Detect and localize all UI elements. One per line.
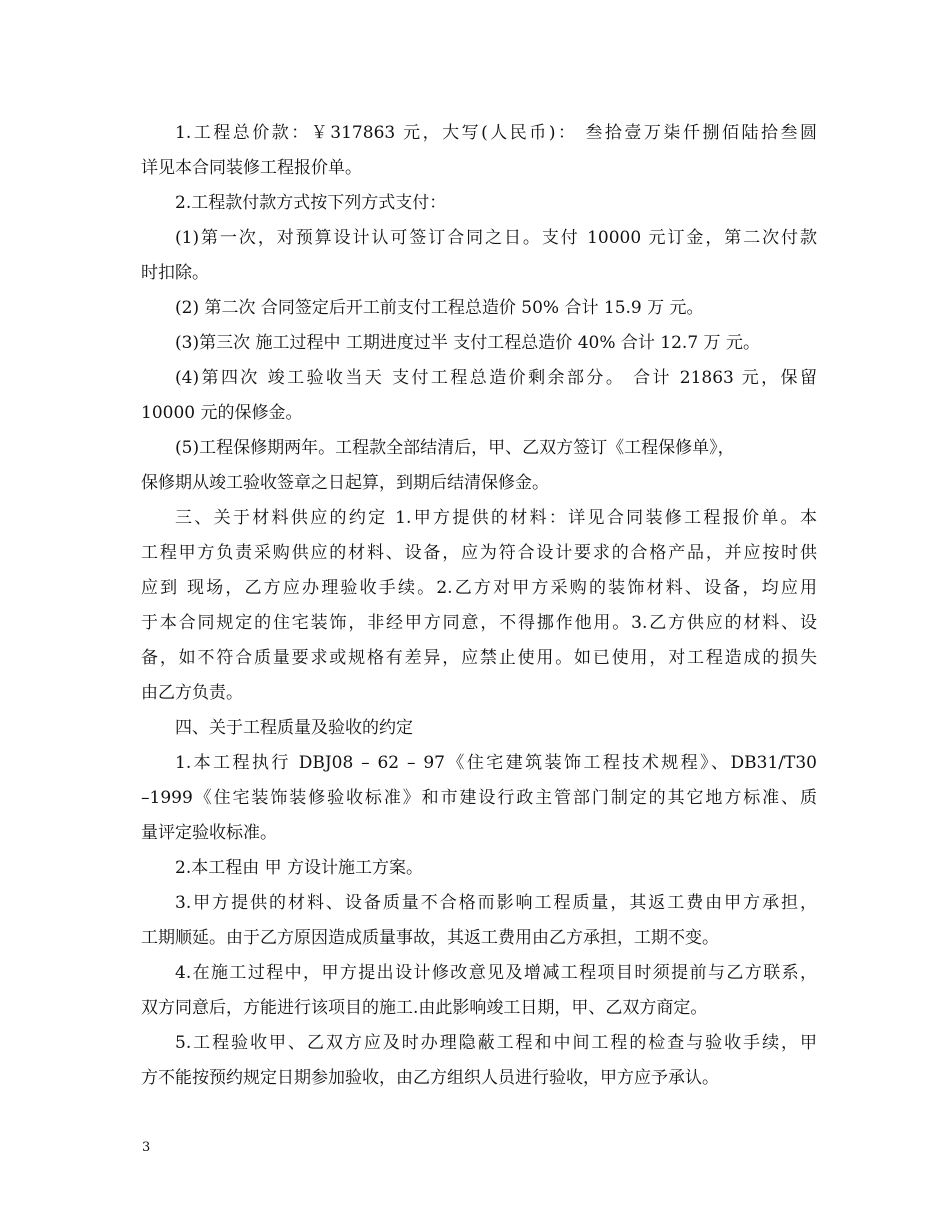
- paragraph-line-fourth-payment-cont: 10000 元的保修金。: [141, 403, 303, 423]
- paragraph-line-quality-responsibility: 3.甲方提供的材料、设备质量不合格而影响工程质量，其返工费由甲方承担，: [175, 893, 817, 913]
- section-line-materials: 三、关于材料供应的约定 1.甲方提供的材料：详见合同装修工程报价单。本: [175, 508, 817, 528]
- paragraph-line-design-changes: 4.在施工过程中，甲方提出设计修改意见及增减工程项目时须提前与乙方联系，: [175, 963, 817, 983]
- paragraph-line-total-price-cont: 详见本合同装修工程报价单。: [141, 158, 362, 178]
- paragraph-line-design: 2.本工程由 甲 方设计施工方案。: [175, 858, 424, 878]
- document-body: [141, 116, 817, 1096]
- section-line-materials-cont-2: 应到 现场，乙方应办理验收手续。2.乙方对甲方采购的装饰材料、设备，均应用: [141, 578, 817, 598]
- paragraph-line-quality-responsibility-cont: 工期顺延。由于乙方原因造成质量事故，其返工费用由乙方承担，工期不变。: [141, 928, 719, 948]
- section-line-materials-cont-5: 由乙方负责。: [141, 683, 243, 703]
- paragraph-line-fourth-payment: (4)第四次 竣工验收当天 支付工程总造价剩余部分。 合计 21863 元，保留: [175, 368, 817, 388]
- paragraph-line-third-payment: (3)第三次 施工过程中 工期进度过半 支付工程总造价 40% 合计 12.7 万 元。: [175, 333, 760, 353]
- paragraph-line-second-payment: (2) 第二次 合同签定后开工前支付工程总造价 50% 合计 15.9 万 元。: [175, 298, 704, 318]
- section-heading-quality: 四、关于工程质量及验收的约定: [175, 718, 413, 738]
- paragraph-line-standards-cont-1: –1999《住宅装饰装修验收标准》和市建设行政主管部门制定的其它地方标准、质: [141, 788, 817, 808]
- paragraph-line-first-payment-cont: 时扣除。: [141, 263, 209, 283]
- paragraph-line-first-payment: (1)第一次，对预算设计认可签订合同之日。支付 10000 元订金，第二次付款: [175, 228, 817, 248]
- section-line-materials-cont-1: 工程甲方负责采购供应的材料、设备，应为符合设计要求的合格产品，并应按时供: [141, 543, 817, 563]
- paragraph-line-acceptance: 5.工程验收甲、乙双方应及时办理隐蔽工程和中间工程的检查与验收手续，甲: [175, 1033, 817, 1053]
- paragraph-line-standards-cont-2: 量评定验收标准。: [141, 823, 277, 843]
- paragraph-line-warranty-cont: 保修期从竣工验收签章之日起算，到期后结清保修金。: [141, 473, 549, 493]
- section-line-materials-cont-4: 备，如不符合质量要求或规格有差异，应禁止使用。如已使用，对工程造成的损失: [141, 648, 817, 668]
- paragraph-line-design-changes-cont: 双方同意后，方能进行该项目的施工.由此影响竣工日期，甲、乙双方商定。: [141, 998, 708, 1018]
- paragraph-line-standards: 1.本工程执行 DBJ08 – 62 – 97《住宅建筑装饰工程技术规程》、DB31/T30: [175, 753, 817, 773]
- paragraph-line-acceptance-cont: 方不能按预约规定日期参加验收，由乙方组织人员进行验收，甲方应予承认。: [141, 1068, 719, 1088]
- paragraph-line-payment-method: 2.工程款付款方式按下列方式支付：: [175, 193, 447, 213]
- paragraph-line-warranty: (5)工程保修期两年。工程款全部结清后，甲、乙双方签订《工程保修单》，: [175, 438, 735, 458]
- paragraph-line-total-price: 1.工程总价款：￥317863 元，大写(人民币)： 叁拾壹万柒仟捌佰陆拾叁圆: [175, 123, 817, 143]
- page-number: 3: [142, 1140, 151, 1155]
- section-line-materials-cont-3: 于本合同规定的住宅装饰，非经甲方同意，不得挪作他用。3.乙方供应的材料、设: [141, 613, 817, 633]
